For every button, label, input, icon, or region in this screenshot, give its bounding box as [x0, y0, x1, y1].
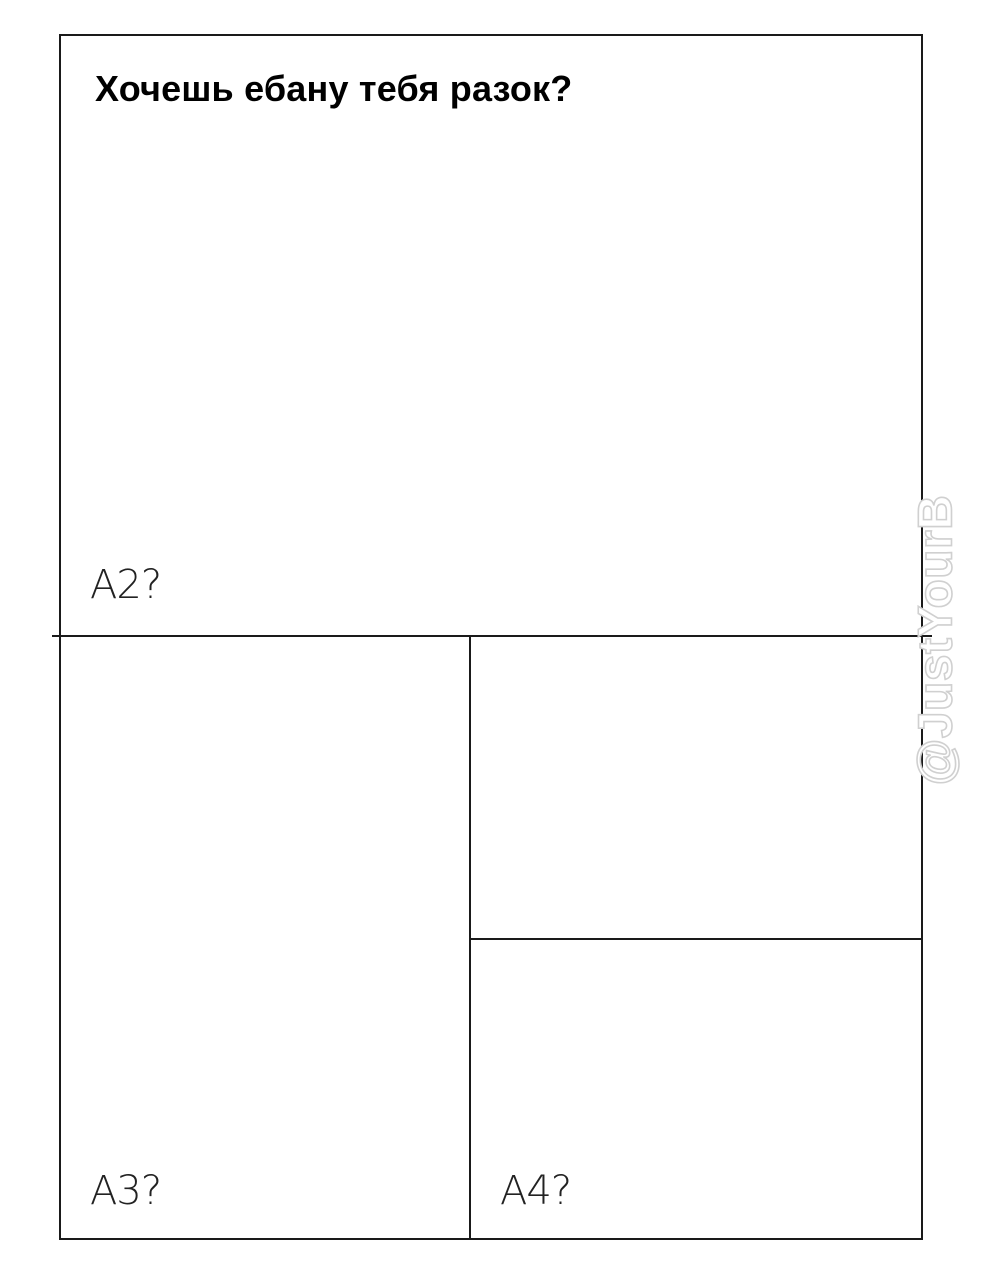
right-lower-horizontal-divider — [470, 938, 922, 940]
frame-top-border — [59, 34, 923, 36]
page-heading: Хочешь ебану тебя разок? — [95, 68, 573, 109]
cell-label-a2: A2? — [90, 562, 162, 608]
frame-left-border — [59, 34, 61, 1240]
cell-label-a4: A4? — [500, 1168, 572, 1214]
frame-bottom-border — [59, 1238, 923, 1240]
cell-label-a3: A3? — [90, 1168, 162, 1214]
watermark-handle: @JustYourB — [909, 494, 963, 786]
main-horizontal-divider — [52, 635, 932, 637]
